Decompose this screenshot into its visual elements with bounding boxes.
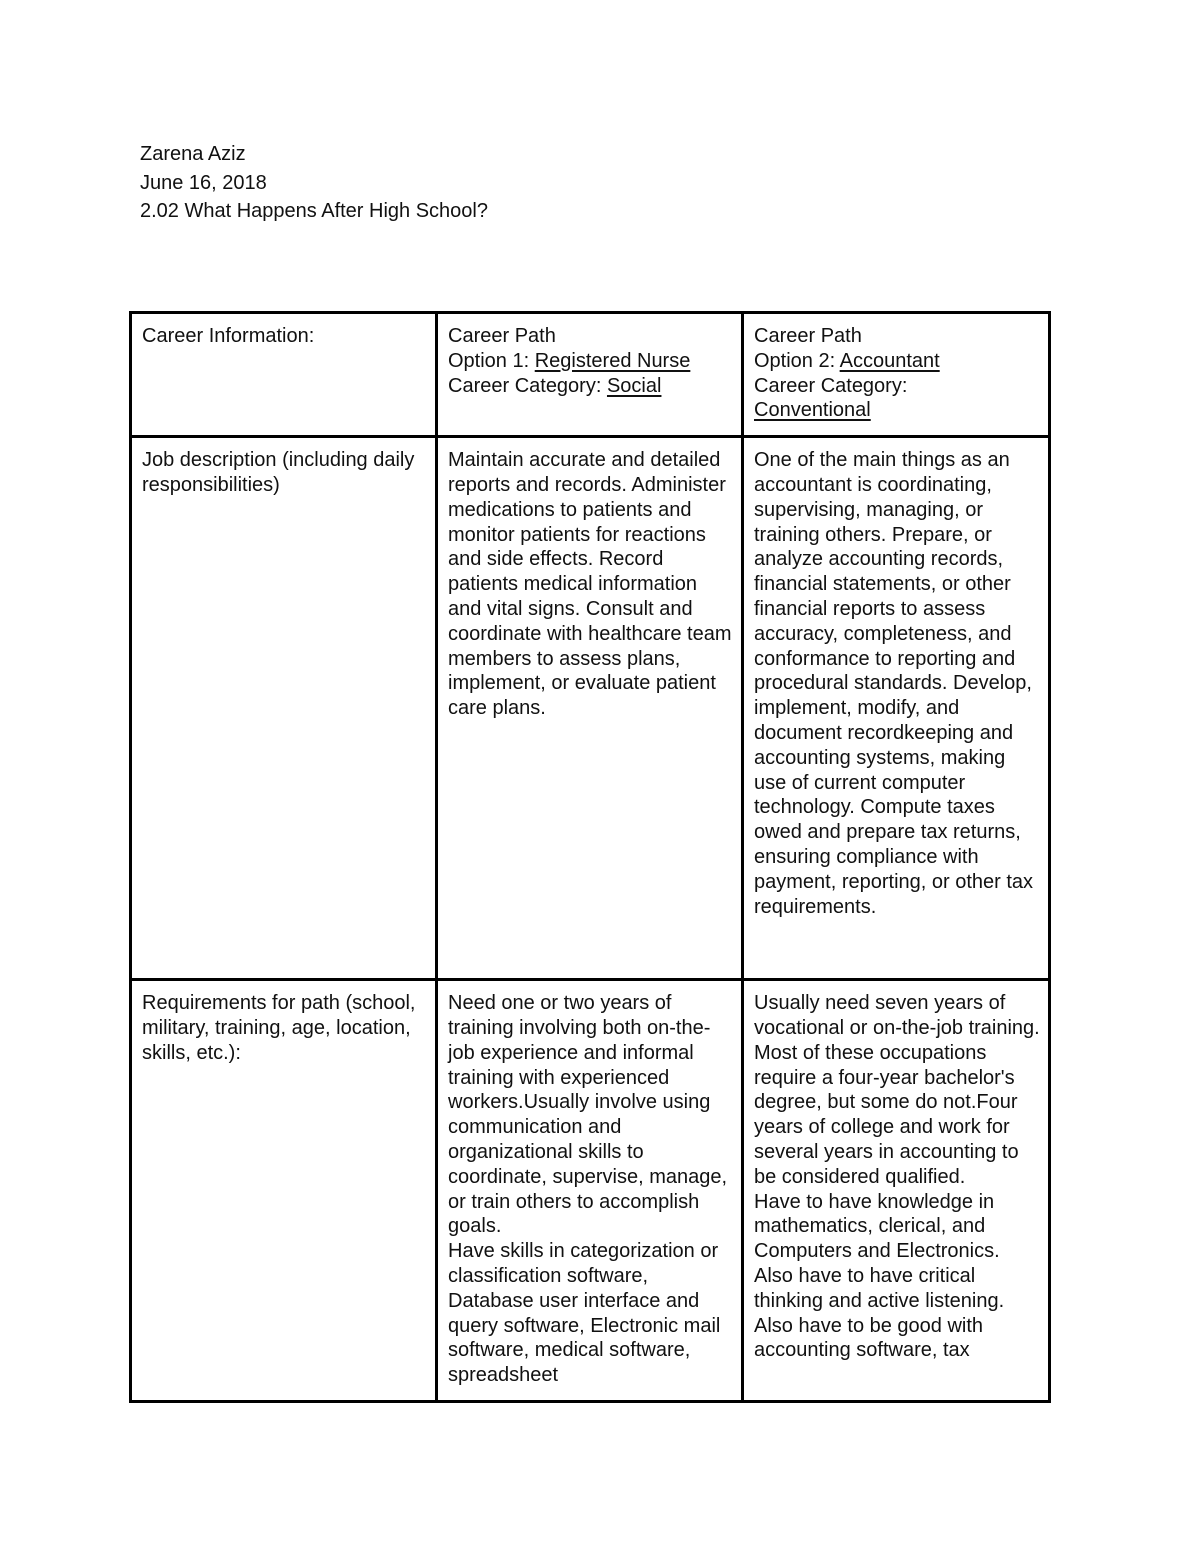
option-2-career: Accountant (839, 349, 940, 372)
job-description-label-cell (131, 437, 437, 980)
option-2-category: Conventional (754, 399, 871, 422)
option-2-category-prefix: Career Category: (754, 374, 908, 397)
table-row (131, 313, 1050, 437)
document-date: June 16, 2018 (140, 171, 267, 194)
nurse-job-description: Maintain accurate and detailed reports and records. Administer medications to patients and monitor patients for reactions and side effects. Record patients medical information and vital signs. Consult and coordinate with healthcare team members to assess plans, implement, or evaluate patient care plans. (448, 449, 732, 720)
author-name: Zarena Aziz (140, 143, 246, 165)
accountant-requirements-cell (743, 980, 1050, 1402)
career-path-label: Career Path (448, 325, 556, 347)
option-1-career: Registered Nurse (534, 349, 691, 372)
option-2-line (754, 349, 1040, 374)
career-information-label: Career Information: (142, 325, 315, 347)
accountant-requirements-paragraph-2: Have to have knowledge in mathematics, clerical, and Computers and Electronics. Also have to have critical thinking and active listening. Also have to be good with accounting software, tax (754, 1190, 1005, 1362)
nurse-requirements-paragraph-2: Have skills in categorization or classification software, Database user interface and query software, Electronic mail software, medical software, spreadsheet (448, 1240, 721, 1387)
career-option-2-header-cell (743, 313, 1050, 437)
accountant-job-description-cell (743, 437, 1050, 980)
accountant-job-description: One of the main things as an accountant is coordinating, supervising, managing, or training others. Prepare, or analyze accounting records, financial statements, or other financial reports to assess accuracy, completeness, and conformance to reporting and procedural standards. Develop, implement, modify, and document recordkeeping and accounting systems, making use of current computer technology. Compute taxes owed and prepare tax returns, ensuring compliance with payment, reporting, or other tax requirements. (754, 449, 1034, 918)
job-description-label: Job description (including daily responsibilities) (142, 449, 415, 496)
document-header (140, 140, 488, 226)
requirements-label-cell (131, 980, 437, 1402)
option-1-prefix: Option 1: (448, 349, 535, 372)
option-1-category: Social (606, 374, 662, 397)
option-2-prefix: Option 2: (754, 349, 840, 372)
requirements-label: Requirements for path (school, military, training, age, location, skills, etc.): (142, 992, 416, 1064)
accountant-requirements-paragraph-1: Usually need seven years of vocational or on-the-job training. Most of these occupations require a four-year bachelor's degree, but some do not.Four years of college and work for several years in accounting to be considered qualified. (754, 992, 1040, 1188)
career-option-1-header-cell (437, 313, 743, 437)
option-1-category-prefix: Career Category: (448, 374, 607, 397)
table-row (131, 980, 1050, 1402)
table-row (131, 437, 1050, 980)
nurse-job-description-cell (437, 437, 743, 980)
nurse-requirements-cell (437, 980, 743, 1402)
career-path-label: Career Path (754, 325, 862, 347)
option-1-category-line (448, 374, 733, 399)
career-comparison-table (129, 311, 1051, 1403)
nurse-requirements-paragraph-1: Need one or two years of training involving both on-the-job experience and informal training with experienced workers.Usually involve using communication and organizational skills to coordinate, supervise, manage, or train others to accomplish goals. (448, 992, 728, 1238)
assignment-title: 2.02 What Happens After High School? (140, 200, 488, 222)
option-1-line (448, 349, 733, 374)
career-information-label-cell (131, 313, 437, 437)
